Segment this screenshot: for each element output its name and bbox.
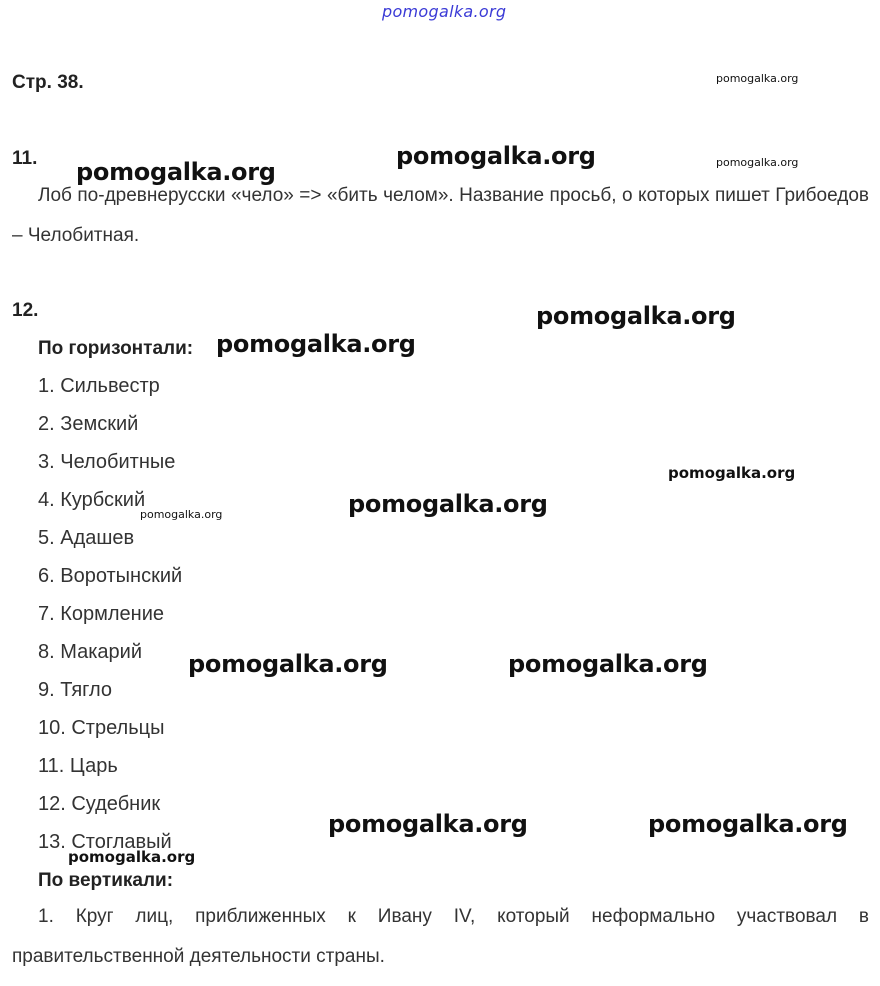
list-item: 7. Кормление xyxy=(38,603,165,625)
list-item: 11. Царь xyxy=(38,755,118,777)
watermark: pomogalka.org xyxy=(188,650,388,678)
list-item: 8. Макарий xyxy=(38,641,143,663)
section-11-number: 11. xyxy=(12,148,38,169)
watermark: pomogalka.org xyxy=(396,142,596,170)
watermark: pomogalka.org xyxy=(716,156,799,169)
section-12-number: 12. xyxy=(12,300,39,321)
watermark: pomogalka.org xyxy=(68,848,196,866)
watermark: pomogalka.org xyxy=(216,330,416,358)
list-item: 3. Челобитные xyxy=(38,451,176,473)
list-item: 9. Тягло xyxy=(38,679,113,701)
list-item: 10. Стрельцы xyxy=(38,717,165,739)
horizontal-heading: По горизонтали: xyxy=(38,338,194,359)
list-item: 4. Курбский xyxy=(38,489,146,511)
list-item: 5. Адашев xyxy=(38,527,135,549)
watermark: pomogalka.org xyxy=(76,158,276,186)
list-item: 2. Земский xyxy=(38,413,139,435)
page-number: Стр. 38. xyxy=(12,72,84,93)
list-item: 1. Сильвестр xyxy=(38,375,160,397)
vertical-item-1: 1. Круг лиц, приближенных к Ивану IV, который неформально участвовал в правительственной деятельности страны. xyxy=(12,906,869,967)
watermark: pomogalka.org xyxy=(716,72,799,85)
watermark: pomogalka.org xyxy=(536,302,736,330)
watermark: pomogalka.org xyxy=(668,464,796,482)
list-item: 12. Судебник xyxy=(38,793,161,815)
watermark: pomogalka.org xyxy=(508,650,708,678)
vertical-heading: По вертикали: xyxy=(38,870,174,891)
watermark: pomogalka.org xyxy=(328,810,528,838)
list-item: 6. Воротынский xyxy=(38,565,183,587)
watermark: pomogalka.org xyxy=(648,810,848,838)
watermark: pomogalka.org xyxy=(348,490,548,518)
watermark: pomogalka.org xyxy=(140,508,223,521)
list-item: 13. Стоглавый xyxy=(38,831,172,853)
section-11-text: Лоб по-древнерусски «чело» => «бить челом». Название просьб, о которых пишет Грибоедов – Челобитная. xyxy=(12,185,869,246)
header-site-link[interactable]: pomogalka.org xyxy=(382,2,507,21)
